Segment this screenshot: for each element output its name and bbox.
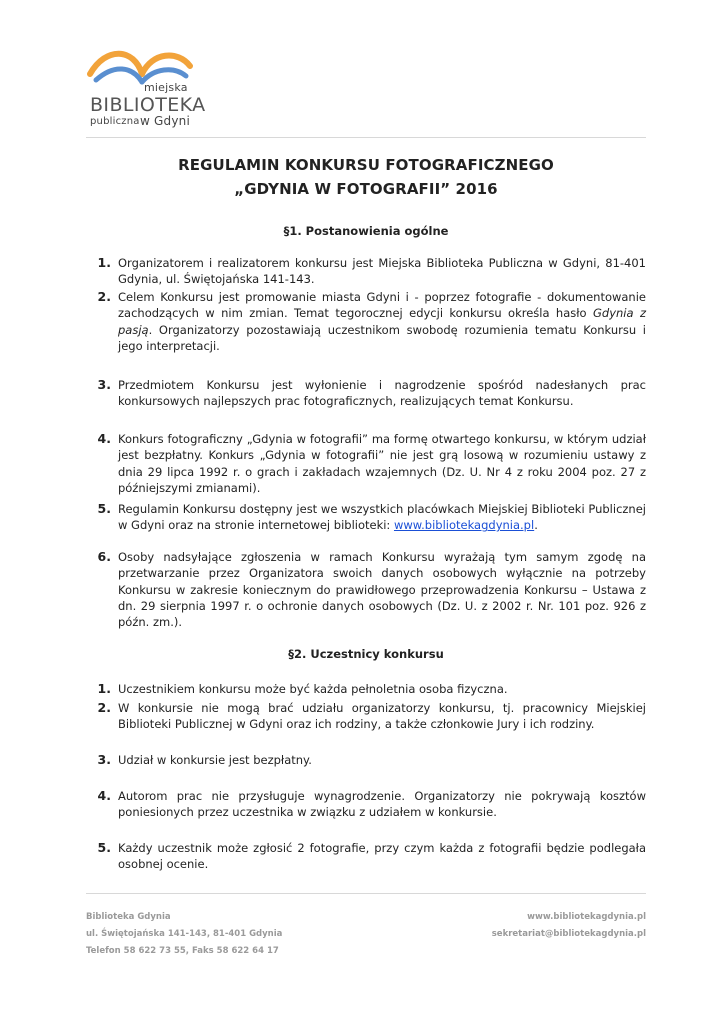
library-logo bbox=[86, 44, 206, 134]
item-text: Osoby nadsyłające zgłoszenia w ramach Konkursu wyrażają tym samym zgodę na przetwarzanie przez Organizatora swoich danych osobowych wyłącznie na potrzeby Konkursu w zakresie koniecznym do prawidłowego przeprowadzenia Konkursu – Ustawa z dn. 29 sierpnia 1997 r. o ochronie danych osobowych (Dz. U. z 2002 r. Nr. 101 poz. 926 z późn. zm.). bbox=[118, 550, 646, 630]
item-number: 4. bbox=[97, 431, 111, 446]
footer-org-name: Biblioteka Gdynia bbox=[86, 912, 171, 922]
item-number: 4. bbox=[97, 788, 111, 803]
footer-address: ul. Świętojańska 141-143, 81-401 Gdynia bbox=[86, 929, 283, 939]
item-text: Celem Konkursu jest promowanie miasta Gdyni i - poprzez fotografie - dokumentowanie zachodzących w nim zmian. Temat tegorocznej edycji konkursu określa hasło Gdynia z pasją. Organizatorzy pozostawiają uczestnikom swobodę rozumienia tematu Konkursu i jego interpretacji. bbox=[118, 290, 646, 353]
item-text: Udział w konkursie jest bezpłatny. bbox=[118, 753, 312, 767]
logo-line-miejska: miejska bbox=[144, 81, 188, 94]
header-divider bbox=[86, 137, 646, 138]
item-number: 1. bbox=[97, 255, 111, 270]
item-number: 2. bbox=[97, 289, 111, 304]
logo-line-publiczna: publiczna bbox=[90, 116, 140, 127]
document-title-line2: „GDYNIA W FOTOGRAFII” 2016 bbox=[234, 180, 498, 198]
item-text: Uczestnikiem konkursu może być każda pełnoletnia osoba fizyczna. bbox=[118, 682, 508, 696]
section2-heading: §2. Uczestnicy konkursu bbox=[288, 647, 444, 661]
item-number: 2. bbox=[97, 700, 111, 715]
item-text: Organizatorem i realizatorem konkursu jest Miejska Biblioteka Publiczna w Gdyni, 81-401 Gdynia, ul. Świętojańska 141-143. bbox=[118, 256, 646, 287]
footer-left bbox=[86, 909, 282, 960]
logo-line-w-gdyni: w Gdyni bbox=[140, 114, 190, 128]
item-text: Przedmiotem Konkursu jest wyłonienie i nagrodzenie spośród nadesłanych prac konkursowych najlepszych prac fotograficznych, realizujących temat Konkursu. bbox=[118, 378, 646, 409]
item-number: 5. bbox=[97, 501, 111, 516]
item-text: Konkurs fotograficzny „Gdynia w fotografii” ma formę otwartego konkursu, w którym udział jest bezpłatny. Konkurs „Gdynia w fotografii” nie jest grą losową w rozumieniu ustawy z dnia 29 lipca 1992 r. o grach i zakładach wzajemnych (Dz. U. Nr 4 z roku 2004 poz. 27 z późniejszymi zmianami). bbox=[118, 432, 646, 495]
footer-website[interactable]: www.bibliotekagdynia.pl bbox=[527, 912, 646, 922]
footer-email[interactable]: sekretariat@bibliotekagdynia.pl bbox=[491, 929, 646, 939]
website-link[interactable]: www.bibliotekagdynia.pl bbox=[393, 518, 535, 533]
footer-phone: Telefon 58 622 73 55, Faks 58 622 64 17 bbox=[86, 946, 279, 956]
item-number: 3. bbox=[97, 377, 111, 392]
item-number: 5. bbox=[97, 840, 111, 855]
item-number: 1. bbox=[97, 681, 111, 696]
item-number: 6. bbox=[97, 549, 111, 564]
item-number: 3. bbox=[97, 752, 111, 767]
footer-divider bbox=[86, 893, 646, 894]
footer-right bbox=[492, 909, 646, 943]
logo-line-biblioteka: BIBLIOTEKA bbox=[90, 94, 206, 116]
emphasized-slogan: Gdynia z pasją bbox=[118, 306, 646, 337]
item-text: Regulamin Konkursu dostępny jest we wszystkich placówkach Miejskiej Biblioteki Publicznej w Gdyni oraz na stronie internetowej biblioteki: www.bibliotekagdynia.pl. bbox=[118, 502, 646, 533]
document-title-line1: REGULAMIN KONKURSU FOTOGRAFICZNEGO bbox=[178, 156, 554, 174]
section1-heading: §1. Postanowienia ogólne bbox=[283, 224, 449, 238]
item-text: Autorom prac nie przysługuje wynagrodzenie. Organizatorzy nie pokrywają kosztów poniesionych przez uczestnika w związku z udziałem w konkursie. bbox=[118, 789, 646, 820]
item-text: W konkursie nie mogą brać udziału organizatorzy konkursu, tj. pracownicy Miejskiej Biblioteki Publicznej w Gdyni oraz ich rodziny, a także członkowie Jury i ich rodziny. bbox=[118, 701, 646, 732]
item-text: Każdy uczestnik może zgłosić 2 fotografie, przy czym każda z fotografii będzie podlegała osobnej ocenie. bbox=[118, 841, 646, 872]
